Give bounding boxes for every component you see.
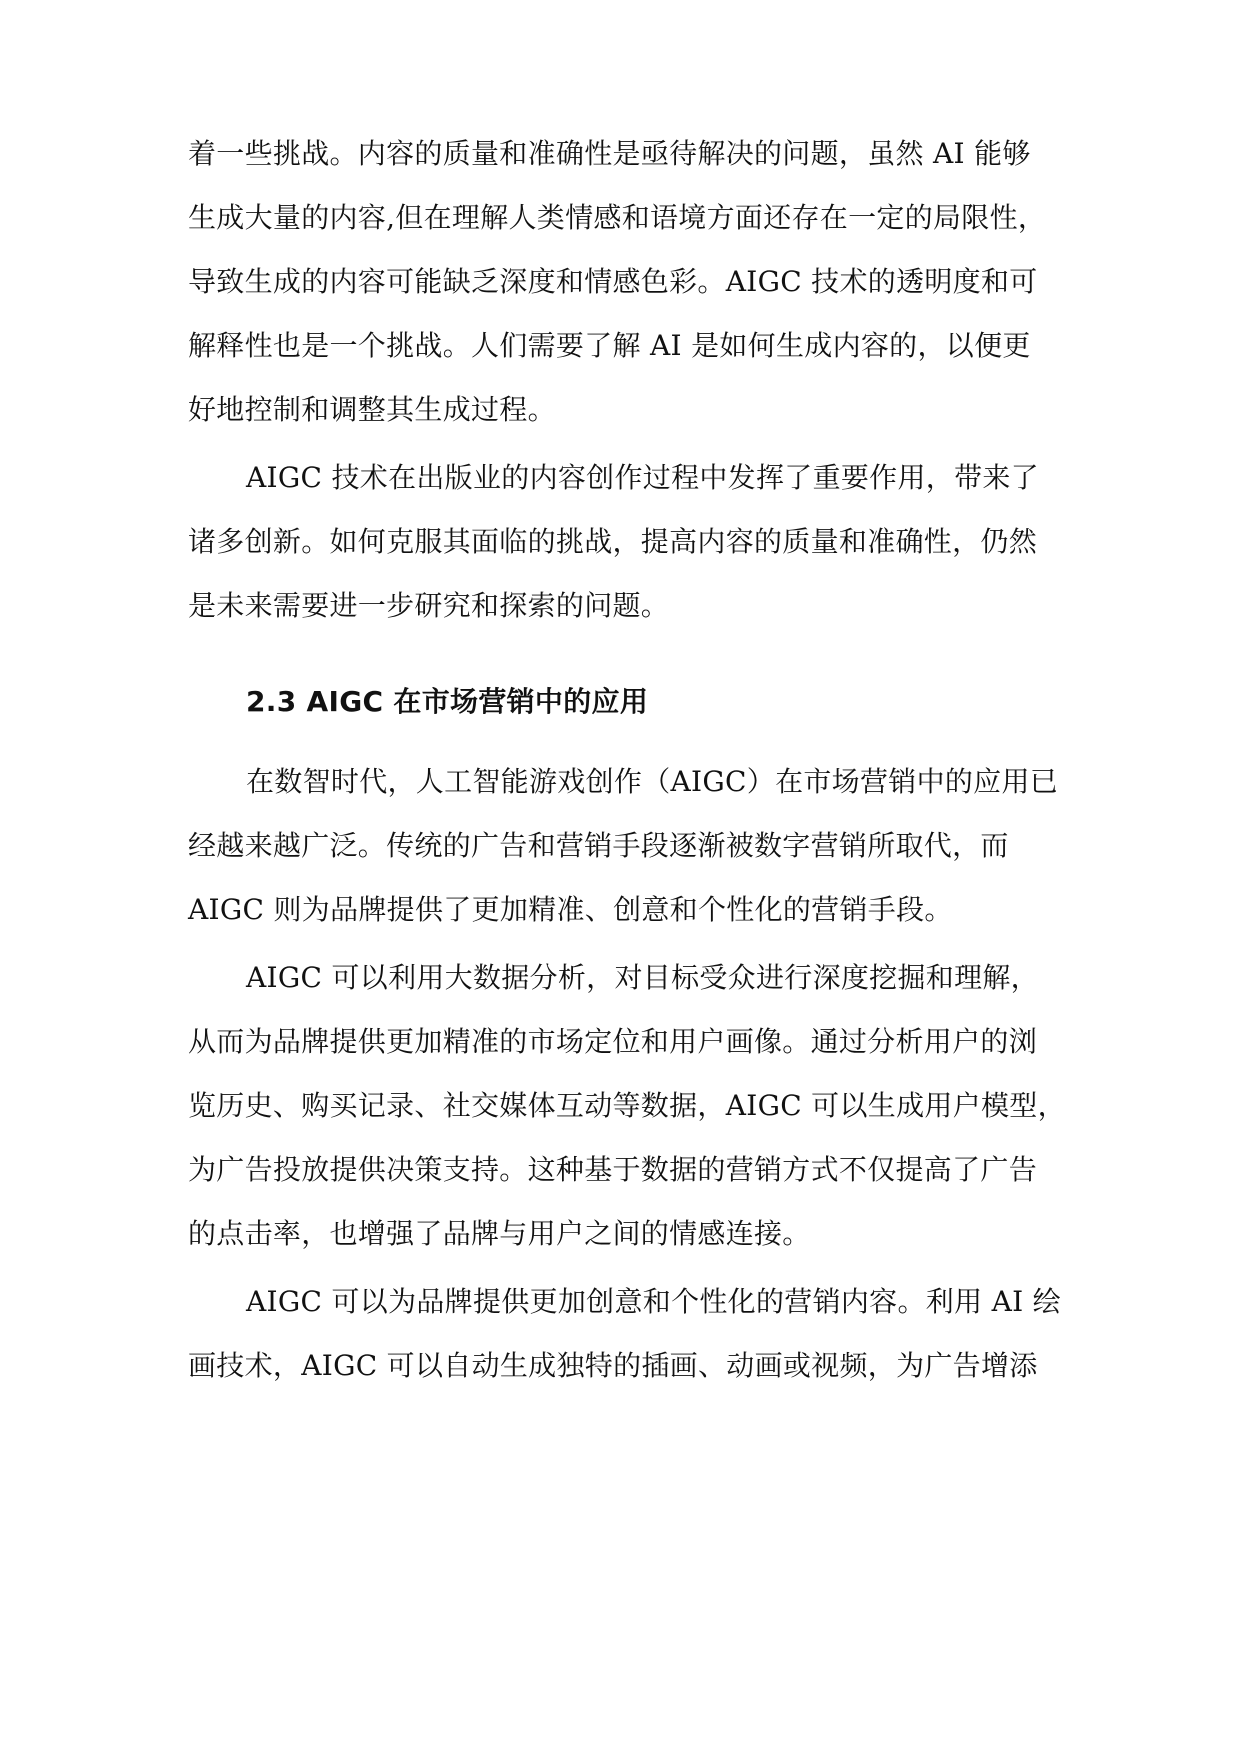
text-line: 好地控制和调整其生成过程。 (188, 393, 556, 426)
text-line: 诸多创新。如何克服其面临的挑战，提高内容的质量和准确性，仍然 (188, 525, 1038, 558)
text-line: AIGC 则为品牌提供了更加精准、创意和个性化的营销手段。 (188, 893, 953, 926)
text-line: AIGC 技术在出版业的内容创作过程中发挥了重要作用，带来了 (246, 461, 1039, 494)
text-line: 从而为品牌提供更加精准的市场定位和用户画像。通过分析用户的浏 (188, 1025, 1038, 1058)
text-line: 为广告投放提供决策支持。这种基于数据的营销方式不仅提高了广告 (188, 1153, 1038, 1186)
text-line: 览历史、购买记录、社交媒体互动等数据，AIGC 可以生成用户模型， (188, 1089, 1066, 1122)
text-line: 导致生成的内容可能缺乏深度和情感色彩。AIGC 技术的透明度和可 (188, 265, 1038, 298)
text-line: 是未来需要进一步研究和探索的问题。 (188, 589, 670, 622)
text-line: 的点击率，也增强了品牌与用户之间的情感连接。 (188, 1217, 811, 1250)
text-line: 解释性也是一个挑战。人们需要了解 AI 是如何生成内容的，以便更 (188, 329, 1031, 362)
text-line: AIGC 可以为品牌提供更加创意和个性化的营销内容。利用 AI 绘 (246, 1285, 1061, 1318)
section-heading: 2.3 AIGC 在市场营销中的应用 (246, 685, 649, 718)
text-line: 画技术，AIGC 可以自动生成独特的插画、动画或视频，为广告增添 (188, 1349, 1038, 1382)
text-line: 经越来越广泛。传统的广告和营销手段逐渐被数字营销所取代，而 (188, 829, 1009, 862)
text-line: 着一些挑战。内容的质量和准确性是亟待解决的问题，虽然 AI 能够 (188, 137, 1031, 170)
text-line: 生成大量的内容,但在理解人类情感和语境方面还存在一定的局限性， (188, 201, 1047, 234)
text-line: AIGC 可以利用大数据分析，对目标受众进行深度挖掘和理解， (246, 961, 1039, 994)
text-line: 在数智时代，人工智能游戏创作（AIGC）在市场营销中的应用已 (246, 765, 1059, 798)
